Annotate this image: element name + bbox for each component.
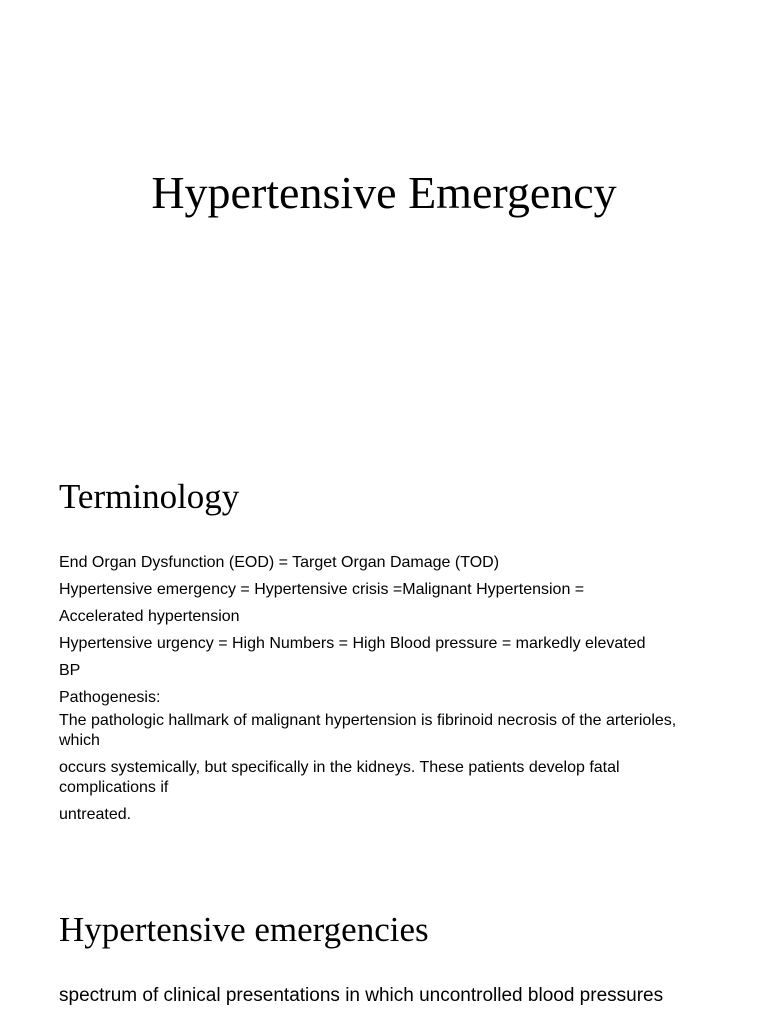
paragraph: Accelerated hypertension xyxy=(59,608,240,625)
paragraph: Pathogenesis: xyxy=(59,689,161,706)
terminology-body xyxy=(59,549,699,825)
paragraph: untreated. xyxy=(59,806,132,823)
section-heading-hypertensive-emergencies: Hypertensive emergencies xyxy=(59,910,429,949)
section-heading-terminology: Terminology xyxy=(59,477,240,516)
paragraph: The pathologic hallmark of malignant hypertension is fibrinoid necrosis of the arterioles, which xyxy=(59,712,677,749)
emergencies-body xyxy=(59,984,699,1007)
paragraph: occurs systemically, but specifically in the kidneys. These patients develop fatal complications if xyxy=(59,759,620,796)
paragraph: End Organ Dysfunction (EOD) = Target Organ Damage (TOD) xyxy=(59,554,500,571)
page-title: Hypertensive Emergency xyxy=(151,167,617,218)
paragraph: Hypertensive emergency = Hypertensive crisis =Malignant Hypertension = xyxy=(59,581,585,598)
paragraph: spectrum of clinical presentations in which uncontrolled blood pressures xyxy=(59,985,664,1006)
paragraph: BP xyxy=(59,662,81,679)
paragraph: Hypertensive urgency = High Numbers = High Blood pressure = markedly elevated xyxy=(59,635,646,652)
